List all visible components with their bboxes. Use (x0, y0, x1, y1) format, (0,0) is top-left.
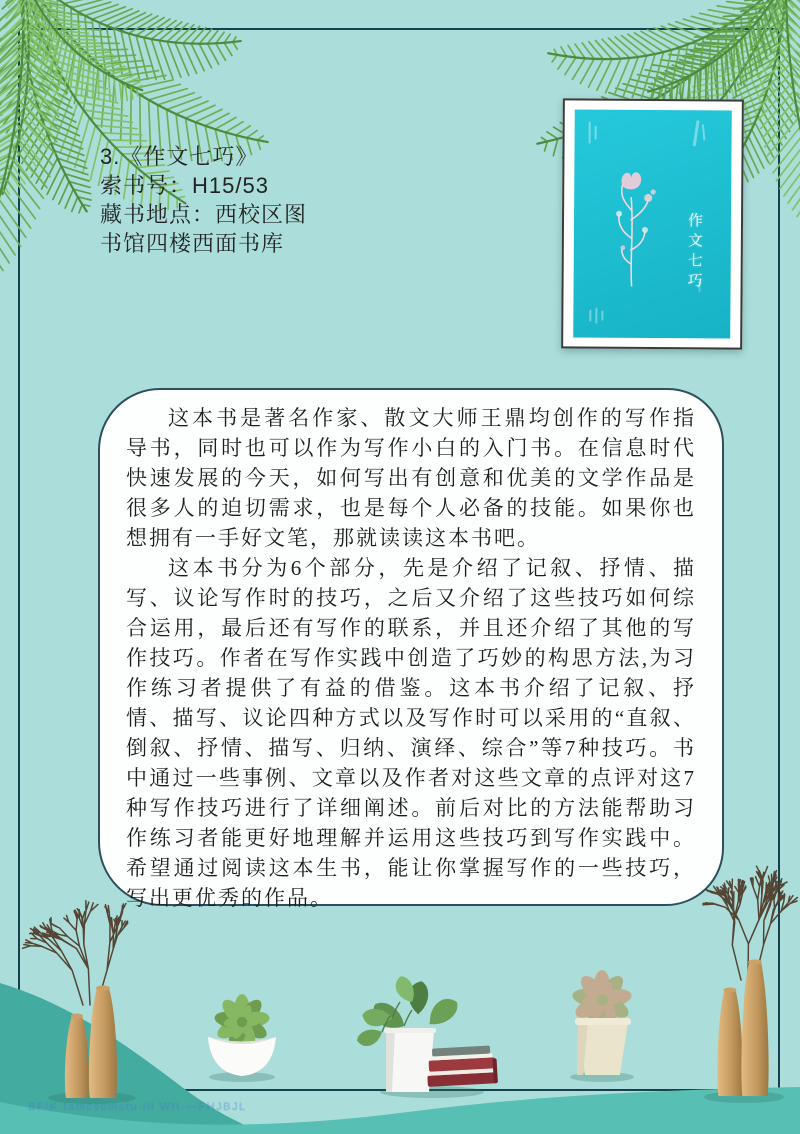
dry-branches-left (23, 901, 128, 1005)
cover-vertical-title: 作文七巧 (685, 212, 704, 293)
succulent-bowl (208, 994, 276, 1076)
plant-and-books (356, 975, 498, 1092)
succulent-pot (571, 970, 633, 1075)
review-paragraph-2: 这本书分为6个部分，先是介绍了记叙、抒情、描写、议论写作时的技巧，之后又介绍了这些技巧如何综合运用，最后还有写作的联系，并且还介绍了其他的写作技巧。作者在写作实践中创造了巧妙的构思方法,为习作练习者提供了有益的借鉴。这本书介绍了记叙、抒情、描写、议论四种方式以及写作时可以采用的“直叙、倒叙、抒情、描写、归纳、演绎、综合”等7种技巧。书中通过一些事例、文章以及作者对这些文章的点评对这7种写作技巧进行了详细阐述。前后对比的方法能帮助习作练习者能更好地理解并运用这些技巧到写作实践中。希望通过阅读这本生书，能让你掌握写作的一些技巧，写出更优秀的作品。 (126, 556, 696, 910)
location-line-1: 藏书地点：西校区图 (100, 202, 308, 227)
book-stack (426, 1045, 498, 1087)
location-line-2: 书馆四楼西面书库 (100, 231, 285, 256)
review-paragraph-1: 这本书是著名作家、散文大师王鼎均创作的写作指导书，同时也可以作为写作小白的入门书。在信息时代快速发展的今天，如何写出有创意和优美的文学作品是很多人的迫切需求，也是每个人必备的技能。如果你也想拥有一手好文笔，那就读读这本书吧。 (126, 406, 696, 550)
book-title-line: 3.《作文七巧》 (100, 144, 259, 169)
call-number-line: 索书号：H15/53 (100, 173, 269, 198)
watermark: BF/K·tamcsomctu·ill WH·—FHJBJL (28, 1101, 247, 1113)
